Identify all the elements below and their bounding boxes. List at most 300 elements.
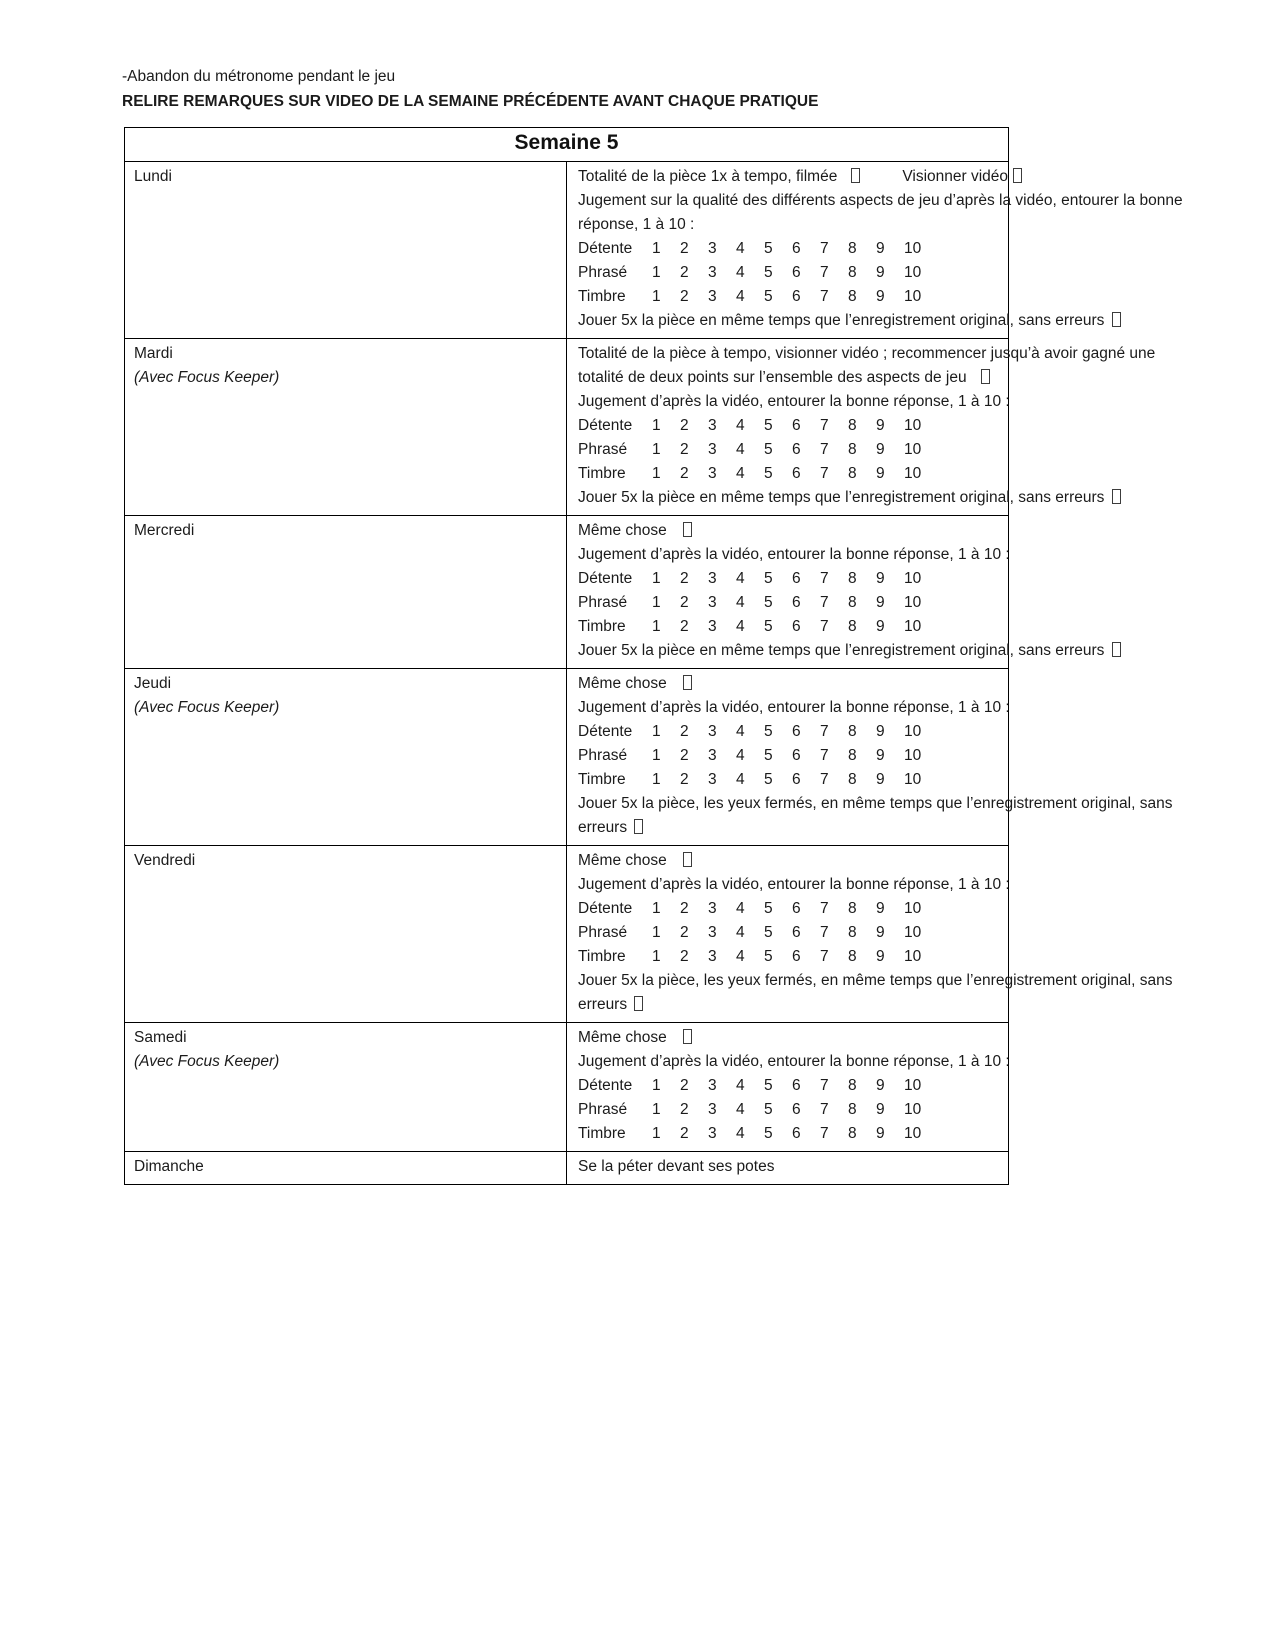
rating-number: 2 (680, 264, 689, 281)
task-cell (567, 516, 1105, 669)
task-line (578, 672, 1000, 696)
rating-number: 6 (792, 723, 801, 740)
rating-number: 5 (764, 441, 773, 458)
rating-number: 8 (848, 594, 857, 611)
rating-number: 2 (680, 288, 689, 305)
rating-label: Phrasé (578, 594, 628, 611)
rating-number: 9 (876, 570, 885, 587)
task-line (578, 309, 1105, 333)
rating-number: 6 (792, 1125, 801, 1142)
rating-number: 3 (708, 570, 717, 587)
rating-number: 1 (652, 240, 661, 257)
rating-number: 2 (680, 1101, 689, 1118)
task-text: erreurs (578, 996, 628, 1013)
day-cell (125, 1152, 567, 1185)
rating-number: 5 (764, 288, 773, 305)
day-cell (125, 669, 567, 846)
rating-label: Timbre (578, 618, 626, 635)
rating-number: 4 (736, 441, 745, 458)
rating-number: 7 (820, 924, 829, 941)
rating-number: 4 (736, 417, 745, 434)
rating-number: 4 (736, 723, 745, 740)
task-text: Jouer 5x la pièce, les yeux fermés, en même temps que l’enregistrement original, sans (578, 795, 1173, 812)
rating-line (578, 567, 1000, 591)
rating-number: 5 (764, 924, 773, 941)
rating-number: 5 (764, 570, 773, 587)
task-line (578, 993, 1000, 1017)
rating-label: Phrasé (578, 441, 628, 458)
rating-number: 10 (904, 288, 922, 305)
day-cell (125, 846, 567, 1023)
rating-number: 9 (876, 264, 885, 281)
day-cell (125, 339, 567, 516)
rating-number: 1 (652, 747, 661, 764)
rating-number: 8 (848, 417, 857, 434)
rating-number: 9 (876, 771, 885, 788)
rating-number: 9 (876, 1101, 885, 1118)
task-cell (567, 339, 1156, 516)
rating-number: 4 (736, 747, 745, 764)
metronome-note: -Abandon du métronome pendant le jeu (122, 68, 396, 85)
rating-number: 1 (652, 1101, 661, 1118)
task-line (578, 189, 1183, 213)
spacer (627, 831, 634, 832)
rating-label: Détente (578, 723, 633, 740)
task-line (578, 969, 1173, 993)
day-cell (125, 162, 567, 339)
checkbox-icon[interactable] (1112, 489, 1121, 504)
day-cell (125, 1023, 567, 1152)
rating-number: 1 (652, 441, 661, 458)
rating-number: 5 (764, 1101, 773, 1118)
task-text: Jugement d’après la vidéo, entourer la bonne réponse, 1 à 10 : (578, 546, 1010, 563)
rating-number: 1 (652, 900, 661, 917)
rating-number: 7 (820, 1101, 829, 1118)
task-text: Visionner vidéo (902, 168, 1009, 185)
rating-number: 2 (680, 240, 689, 257)
rating-number: 4 (736, 771, 745, 788)
rating-line (578, 720, 1000, 744)
rating-number: 8 (848, 240, 857, 257)
task-line (578, 873, 1010, 897)
rating-number: 4 (736, 264, 745, 281)
rating-number: 8 (848, 288, 857, 305)
rating-number: 8 (848, 1125, 857, 1142)
rating-number: 9 (876, 618, 885, 635)
rating-number: 1 (652, 417, 661, 434)
spacer (1104, 501, 1112, 502)
rating-number: 2 (680, 948, 689, 965)
rating-number: 3 (708, 618, 717, 635)
rating-number: 3 (708, 240, 717, 257)
rating-number: 1 (652, 924, 661, 941)
rating-number: 4 (736, 288, 745, 305)
task-line (578, 816, 1000, 840)
rating-number: 9 (876, 948, 885, 965)
rating-number: 9 (876, 924, 885, 941)
rating-number: 5 (764, 417, 773, 434)
rating-line (578, 237, 1000, 261)
rating-number: 10 (904, 240, 922, 257)
rating-number: 4 (736, 924, 745, 941)
day-label: Mercredi (134, 522, 195, 539)
rating-number: 1 (652, 288, 661, 305)
rating-number: 7 (820, 747, 829, 764)
task-line (578, 696, 1010, 720)
rating-line (578, 1074, 1000, 1098)
rating-number: 2 (680, 723, 689, 740)
task-line (578, 1026, 1000, 1050)
task-line (578, 543, 1010, 567)
table-row (125, 1152, 1009, 1185)
task-line (578, 486, 1105, 510)
rating-number: 7 (820, 240, 829, 257)
rating-number: 5 (764, 618, 773, 635)
task-line (578, 792, 1173, 816)
rating-number: 6 (792, 465, 801, 482)
rating-number: 2 (680, 924, 689, 941)
task-line (578, 213, 1000, 237)
rating-number: 3 (708, 1125, 717, 1142)
rating-number: 7 (820, 771, 829, 788)
rating-number: 5 (764, 264, 773, 281)
spacer (1104, 654, 1112, 655)
checkbox-icon[interactable] (683, 675, 692, 690)
rating-number: 6 (792, 570, 801, 587)
rating-number: 9 (876, 747, 885, 764)
day-cell (125, 516, 567, 669)
rating-number: 8 (848, 723, 857, 740)
rating-number: 4 (736, 948, 745, 965)
spacer (627, 1008, 634, 1009)
rating-label: Détente (578, 240, 633, 257)
rating-number: 8 (848, 1101, 857, 1118)
week-title: Semaine 5 (125, 128, 1009, 162)
rating-line (578, 591, 1000, 615)
task-line (578, 639, 1105, 663)
checkbox-icon[interactable] (683, 1029, 692, 1044)
day-label: Vendredi (134, 852, 196, 869)
task-text: Jugement d’après la vidéo, entourer la bonne réponse, 1 à 10 : (578, 1053, 1010, 1070)
rating-number: 7 (820, 723, 829, 740)
rating-line (578, 744, 1000, 768)
task-line (578, 165, 1009, 189)
rating-number: 7 (820, 465, 829, 482)
day-label: Jeudi (134, 675, 172, 692)
task-text: Jugement d’après la vidéo, entourer la bonne réponse, 1 à 10 : (578, 393, 1010, 410)
title-row (125, 128, 1009, 162)
task-text: Jugement d’après la vidéo, entourer la bonne réponse, 1 à 10 : (578, 876, 1010, 893)
task-cell (567, 162, 1183, 339)
rating-number: 10 (904, 570, 922, 587)
rating-number: 7 (820, 570, 829, 587)
rating-number: 7 (820, 441, 829, 458)
rating-number: 6 (792, 288, 801, 305)
rating-number: 9 (876, 594, 885, 611)
rating-number: 6 (792, 924, 801, 941)
rating-number: 10 (904, 948, 922, 965)
rating-number: 5 (764, 900, 773, 917)
rating-number: 10 (904, 1077, 922, 1094)
rating-number: 10 (904, 924, 922, 941)
rating-line (578, 897, 1000, 921)
task-cell (567, 1023, 1009, 1152)
rating-number: 6 (792, 264, 801, 281)
rating-number: 2 (680, 1077, 689, 1094)
rating-number: 10 (904, 747, 922, 764)
rating-number: 2 (680, 594, 689, 611)
rating-number: 9 (876, 240, 885, 257)
rating-number: 9 (876, 900, 885, 917)
rating-number: 7 (820, 594, 829, 611)
rating-number: 4 (736, 1101, 745, 1118)
checkbox-icon[interactable] (1112, 312, 1121, 327)
rating-number: 2 (680, 618, 689, 635)
rating-number: 2 (680, 900, 689, 917)
table-row (125, 162, 1009, 339)
rating-number: 10 (904, 1125, 922, 1142)
spacer (860, 180, 902, 181)
rating-number: 10 (904, 417, 922, 434)
task-text: Se la péter devant ses potes (578, 1158, 775, 1175)
rating-line (578, 462, 1000, 486)
rating-label: Détente (578, 900, 633, 917)
rating-number: 4 (736, 594, 745, 611)
rating-number: 10 (904, 900, 922, 917)
rating-number: 6 (792, 771, 801, 788)
reread-remarks-warning: RELIRE REMARQUES SUR VIDEO DE LA SEMAINE PRÉCÉDENTE AVANT CHAQUE PRATIQUE (122, 93, 819, 110)
rating-number: 3 (708, 288, 717, 305)
rating-number: 4 (736, 900, 745, 917)
rating-number: 3 (708, 441, 717, 458)
task-text: Totalité de la pièce 1x à tempo, filmée (578, 168, 838, 185)
rating-number: 3 (708, 264, 717, 281)
rating-number: 6 (792, 747, 801, 764)
rating-label: Timbre (578, 1125, 626, 1142)
table-row (125, 516, 1009, 669)
task-line (578, 390, 1010, 414)
rating-number: 8 (848, 771, 857, 788)
rating-number: 2 (680, 417, 689, 434)
rating-number: 8 (848, 570, 857, 587)
rating-number: 3 (708, 1077, 717, 1094)
rating-line (578, 414, 1000, 438)
rating-number: 8 (848, 948, 857, 965)
rating-number: 5 (764, 723, 773, 740)
rating-number: 6 (792, 417, 801, 434)
day-note: (Avec Focus Keeper) (134, 699, 280, 716)
day-note: (Avec Focus Keeper) (134, 1053, 280, 1070)
rating-label: Timbre (578, 771, 626, 788)
rating-number: 8 (848, 924, 857, 941)
spacer (667, 864, 683, 865)
task-line (578, 1155, 1000, 1179)
rating-line (578, 438, 1000, 462)
rating-number: 8 (848, 1077, 857, 1094)
task-line (578, 366, 1000, 390)
rating-number: 9 (876, 723, 885, 740)
table-row (125, 1023, 1009, 1152)
rating-number: 5 (764, 1125, 773, 1142)
rating-number: 1 (652, 771, 661, 788)
task-text: Même chose (578, 675, 667, 692)
rating-number: 7 (820, 264, 829, 281)
task-text: Jouer 5x la pièce en même temps que l’enregistrement original, sans erreurs (578, 312, 1105, 329)
rating-number: 6 (792, 1101, 801, 1118)
rating-label: Phrasé (578, 264, 628, 281)
rating-number: 5 (764, 1077, 773, 1094)
rating-number: 9 (876, 465, 885, 482)
rating-number: 2 (680, 570, 689, 587)
rating-number: 9 (876, 441, 885, 458)
task-text: réponse, 1 à 10 : (578, 216, 695, 233)
task-text: Même chose (578, 852, 667, 869)
task-text: erreurs (578, 819, 628, 836)
rating-label: Timbre (578, 288, 626, 305)
rating-line (578, 921, 1000, 945)
rating-number: 3 (708, 465, 717, 482)
day-note: (Avec Focus Keeper) (134, 369, 280, 386)
task-text: totalité de deux points sur l’ensemble des aspects de jeu (578, 369, 967, 386)
rating-number: 1 (652, 264, 661, 281)
rating-number: 5 (764, 240, 773, 257)
rating-number: 7 (820, 618, 829, 635)
rating-number: 4 (736, 240, 745, 257)
rating-number: 5 (764, 747, 773, 764)
rating-number: 8 (848, 747, 857, 764)
rating-number: 1 (652, 1077, 661, 1094)
rating-line (578, 261, 1000, 285)
rating-number: 8 (848, 900, 857, 917)
rating-number: 4 (736, 618, 745, 635)
rating-number: 4 (736, 1125, 745, 1142)
task-text: Même chose (578, 1029, 667, 1046)
task-text: Jouer 5x la pièce en même temps que l’enregistrement original, sans erreurs (578, 489, 1105, 506)
rating-number: 2 (680, 465, 689, 482)
rating-number: 4 (736, 1077, 745, 1094)
table-row (125, 339, 1009, 516)
rating-label: Timbre (578, 948, 626, 965)
schedule-rows (125, 162, 1183, 1185)
rating-number: 5 (764, 771, 773, 788)
rating-number: 8 (848, 264, 857, 281)
rating-number: 3 (708, 723, 717, 740)
rating-number: 4 (736, 465, 745, 482)
rating-label: Phrasé (578, 747, 628, 764)
day-label: Samedi (134, 1029, 187, 1046)
rating-number: 2 (680, 441, 689, 458)
rating-number: 8 (848, 618, 857, 635)
rating-number: 5 (764, 948, 773, 965)
rating-label: Timbre (578, 465, 626, 482)
task-cell (567, 1152, 1009, 1185)
rating-number: 3 (708, 417, 717, 434)
rating-number: 3 (708, 1101, 717, 1118)
rating-number: 9 (876, 1077, 885, 1094)
rating-number: 3 (708, 771, 717, 788)
rating-number: 9 (876, 1125, 885, 1142)
rating-number: 6 (792, 948, 801, 965)
rating-number: 3 (708, 948, 717, 965)
table-row (125, 669, 1009, 846)
task-line (578, 519, 1000, 543)
week-schedule-table (124, 127, 1183, 1185)
checkbox-icon[interactable] (1112, 642, 1121, 657)
spacer (967, 381, 981, 382)
task-cell (567, 846, 1173, 1023)
rating-number: 2 (680, 771, 689, 788)
rating-line (578, 945, 1000, 969)
rating-number: 1 (652, 1125, 661, 1142)
rating-number: 2 (680, 1125, 689, 1142)
spacer (667, 687, 683, 688)
checkbox-icon[interactable] (683, 522, 692, 537)
rating-line (578, 285, 1000, 309)
rating-number: 7 (820, 1077, 829, 1094)
day-label: Mardi (134, 345, 173, 362)
rating-number: 1 (652, 618, 661, 635)
rating-label: Détente (578, 570, 633, 587)
rating-number: 1 (652, 465, 661, 482)
rating-number: 7 (820, 288, 829, 305)
checkbox-icon[interactable] (981, 369, 990, 384)
checkbox-icon[interactable] (683, 852, 692, 867)
rating-number: 7 (820, 1125, 829, 1142)
schedule-table-head (125, 128, 1009, 162)
rating-number: 7 (820, 900, 829, 917)
task-text: Jouer 5x la pièce en même temps que l’enregistrement original, sans erreurs (578, 642, 1105, 659)
rating-number: 9 (876, 288, 885, 305)
rating-line (578, 768, 1000, 792)
rating-number: 6 (792, 594, 801, 611)
rating-number: 7 (820, 948, 829, 965)
task-text: Même chose (578, 522, 667, 539)
rating-number: 8 (848, 441, 857, 458)
rating-number: 5 (764, 594, 773, 611)
rating-number: 10 (904, 618, 922, 635)
checkbox-icon[interactable] (851, 168, 860, 183)
rating-number: 7 (820, 417, 829, 434)
rating-label: Phrasé (578, 924, 628, 941)
rating-number: 6 (792, 618, 801, 635)
rating-number: 5 (764, 465, 773, 482)
spacer (1104, 324, 1112, 325)
spacer (837, 180, 851, 181)
rating-number: 10 (904, 1101, 922, 1118)
checkbox-icon[interactable] (634, 819, 643, 834)
checkbox-icon[interactable] (634, 996, 643, 1011)
rating-number: 1 (652, 594, 661, 611)
rating-number: 10 (904, 441, 922, 458)
day-label: Dimanche (134, 1158, 204, 1175)
rating-number: 10 (904, 465, 922, 482)
spacer (667, 534, 683, 535)
rating-number: 9 (876, 417, 885, 434)
rating-number: 2 (680, 747, 689, 764)
task-text: Jugement sur la qualité des différents aspects de jeu d’après la vidéo, entourer la bonne (578, 192, 1183, 209)
rating-number: 10 (904, 594, 922, 611)
checkbox-icon[interactable] (1013, 168, 1022, 183)
rating-number: 10 (904, 264, 922, 281)
rating-number: 8 (848, 465, 857, 482)
task-text: Jouer 5x la pièce, les yeux fermés, en même temps que l’enregistrement original, sans (578, 972, 1173, 989)
rating-number: 3 (708, 900, 717, 917)
rating-number: 6 (792, 441, 801, 458)
rating-label: Détente (578, 417, 633, 434)
rating-number: 4 (736, 570, 745, 587)
task-text: Totalité de la pièce à tempo, visionner vidéo ; recommencer jusqu’à avoir gagné une (578, 345, 1156, 362)
day-label: Lundi (134, 168, 172, 185)
